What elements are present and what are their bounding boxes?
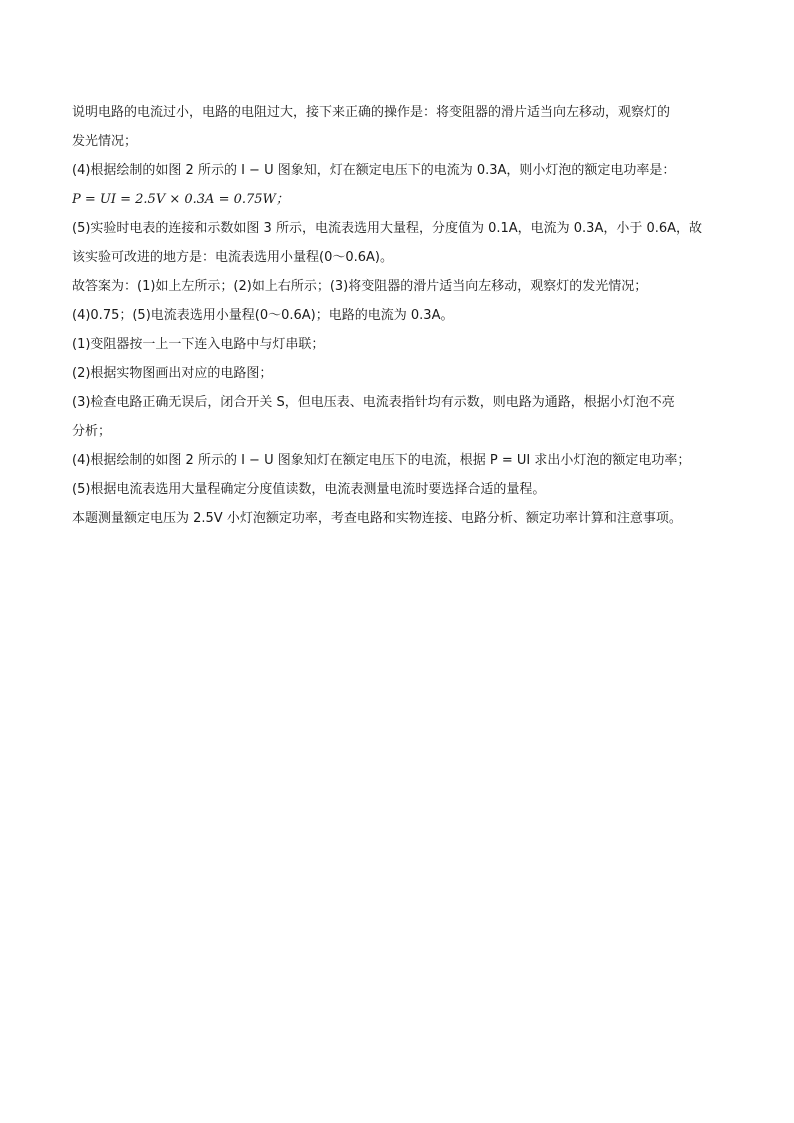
conclusion-line: 本题测量额定电压为 2.5V 小灯泡额定功率，考查电路和实物连接、电路分析、额定功率计算和注意事项。 xyxy=(72,511,682,526)
text-line-3: (4)根据绘制的如图 2 所示的 I − U 图象知，灯在额定电压下的电流为 0.3A，则小灯泡的额定电功率是： xyxy=(72,163,676,178)
answer-text-block xyxy=(72,98,722,533)
answer-summary-line-1: 故答案为：(1)如上左所示；(2)如上右所示；(3)将变阻器的滑片适当向左移动，观察灯的发光情况； xyxy=(72,279,648,294)
text-line-6: 该实验可改进的地方是：电流表选用小量程(0～0.6A)。 xyxy=(72,250,393,265)
text-line-5: (5)实验时电表的连接和示数如图 3 所示，电流表选用大量程，分度值为 0.1A，电流为 0.3A，小于 0.6A，故 xyxy=(72,221,703,236)
text-line-2: 发光情况； xyxy=(72,134,138,149)
formula-line: P = UI = 2.5V × 0.3A = 0.75W； xyxy=(72,192,289,207)
analysis-line-2: (2)根据实物图画出对应的电路图； xyxy=(72,366,273,381)
analysis-line-3: (3)检查电路正确无误后，闭合开关 S，但电压表、电流表指针均有示数，则电路为通路，根据小灯泡不亮 xyxy=(72,395,675,410)
answer-summary-line-2: (4)0.75；(5)电流表选用小量程(0～0.6A)；电路的电流为 0.3A。 xyxy=(72,308,454,323)
analysis-line-1: (1)变阻器按一上一下连入电路中与灯串联； xyxy=(72,337,325,352)
analysis-line-4: 分析； xyxy=(72,424,112,439)
analysis-line-5: (4)根据绘制的如图 2 所示的 I − U 图象知灯在额定电压下的电流，根据 P = UI 求出小灯泡的额定电功率； xyxy=(72,453,691,468)
analysis-line-6: (5)根据电流表选用大量程确定分度值读数，电流表测量电流时要选择合适的量程。 xyxy=(72,482,546,497)
text-line-1: 说明电路的电流过小，电路的电阻过大，接下来正确的操作是：将变阻器的滑片适当向左移动，观察灯的 xyxy=(72,105,671,120)
